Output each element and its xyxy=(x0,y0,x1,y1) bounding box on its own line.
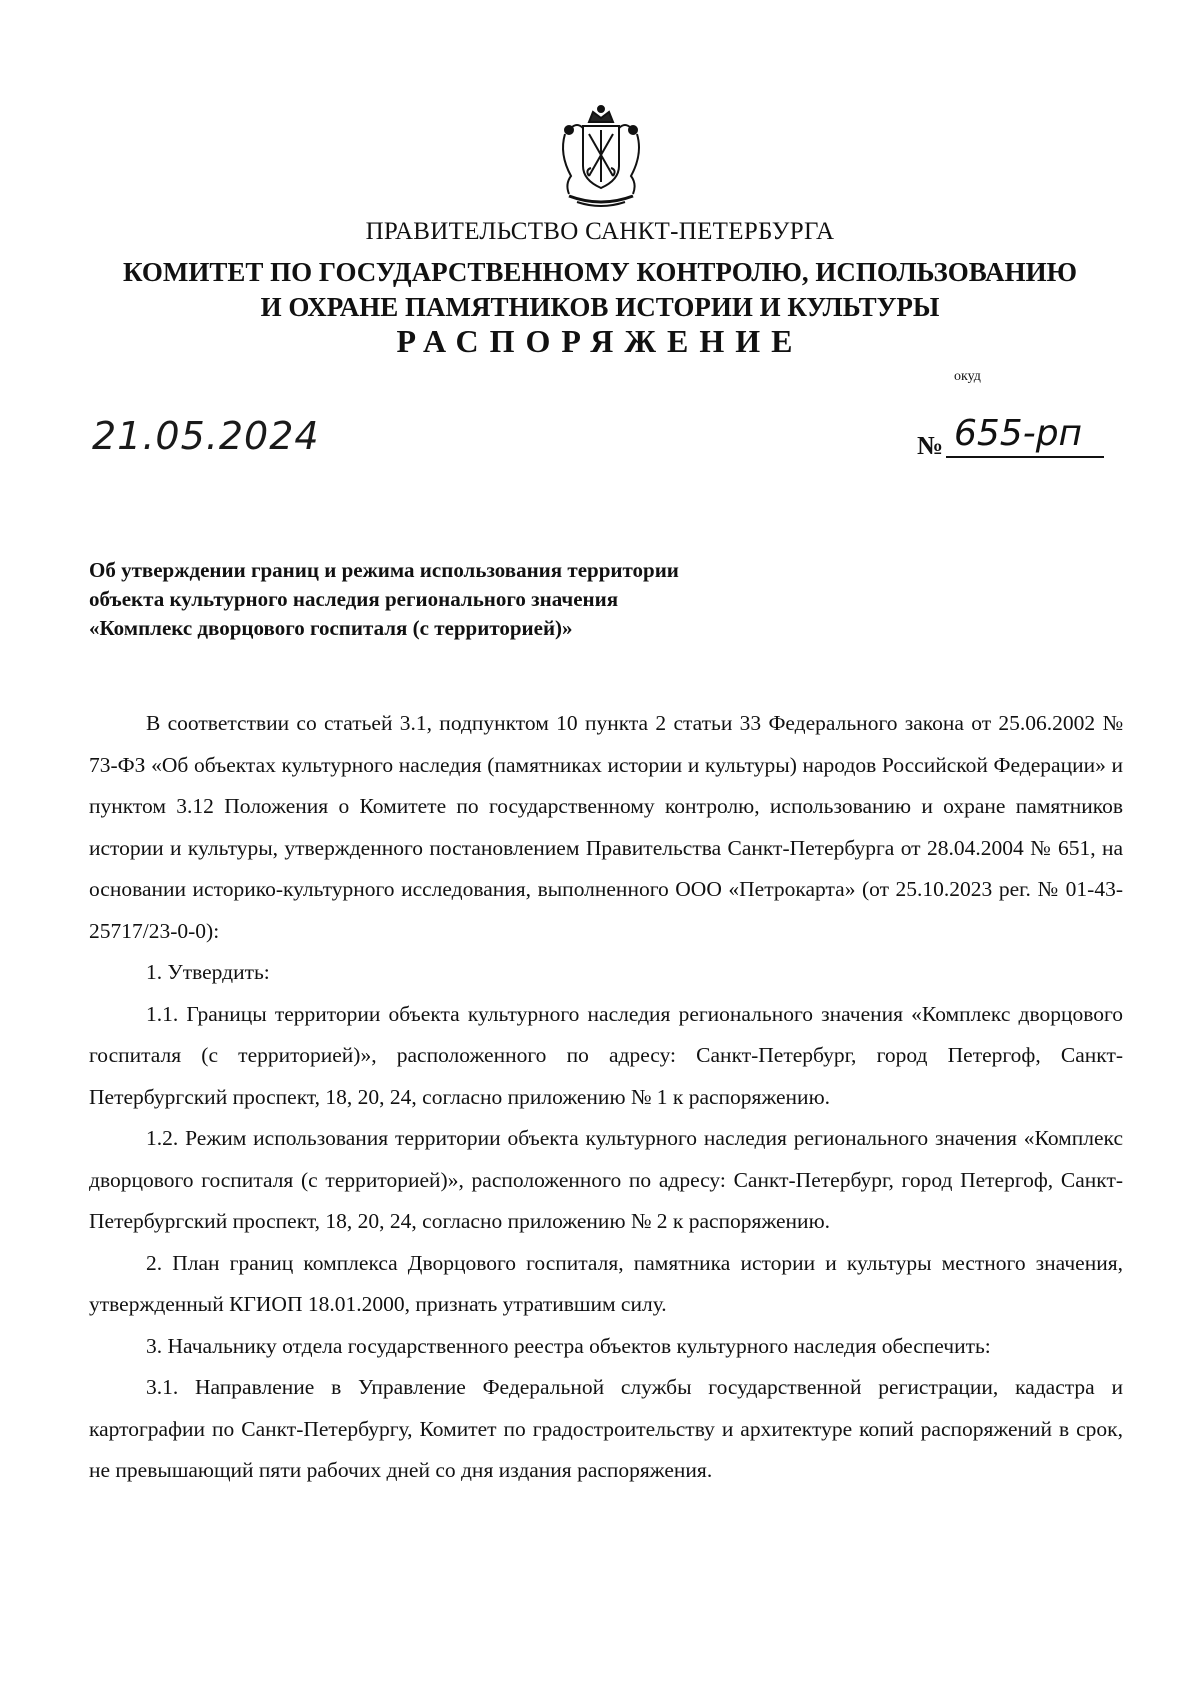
committee-name xyxy=(0,255,1200,325)
item-3-1: 3.1. Направление в Управление Федеральной службы государственной регистрации, кадастра и картографии по Санкт-Петербургу, Комитет по градостроительству и архитектуре копий распоряжений в срок, не превышающий пяти рабочих дней со дня издания распоряжения. xyxy=(89,1375,1123,1482)
document-type: РАСПОРЯЖЕНИЕ xyxy=(396,323,804,359)
item-2: 2. План границ комплекса Дворцового госпиталя, памятника истории и культуры местного значения, утвержденный КГИОП 18.01.2000, признать утратившим силу. xyxy=(89,1250,1123,1316)
document-subject xyxy=(89,556,849,643)
committee-name-line-1: КОМИТЕТ ПО ГОСУДАРСТВЕННОМУ КОНТРОЛЮ, ИСПОЛЬЗОВАНИЮ xyxy=(123,257,1077,287)
subject-line-2: объекта культурного наследия регионального значения xyxy=(89,587,619,611)
government-name: ПРАВИТЕЛЬСТВО САНКТ-ПЕТЕРБУРГА xyxy=(365,218,835,245)
document-date: 21.05.2024 xyxy=(92,414,320,458)
committee-name-line-2: И ОХРАНЕ ПАМЯТНИКОВ ИСТОРИИ И КУЛЬТУРЫ xyxy=(260,292,940,322)
item-1-1: 1.1. Границы территории объекта культурного наследия регионального значения «Комплекс дворцового госпиталя (с территорией)», расположенного по адресу: Санкт-Петербург, город Петергоф, Санкт-Петербургский проспект, 18, 20, 24, согласно приложению № 1 к распоряжению. xyxy=(89,1001,1123,1109)
item-1: 1. Утвердить: xyxy=(146,960,270,984)
saint-petersburg-coat-of-arms-icon xyxy=(555,104,647,210)
document-body xyxy=(89,703,1123,1492)
item-3: 3. Начальнику отдела государственного реестра объектов культурного наследия обеспечить: xyxy=(146,1333,991,1358)
item-1-2: 1.2. Режим использования территории объекта культурного наследия регионального значения «Комплекс дворцового госпиталя (с территорией)», расположенного по адресу: Санкт-Петербург, город Петергоф, Санкт-Петербургский проспект, 18, 20, 24, согласно приложению № 2 к распоряжению. xyxy=(89,1126,1123,1233)
preamble-paragraph: В соответствии со статьей 3.1, подпунктом 10 пункта 2 статьи 33 Федерального закона от 25.06.2002 № 73-ФЗ «Об объектах культурного наследия (памятниках истории и культуры) народов Российской Федерации» и пунктом 3.12 Положения о Комитете по государственному контролю, использованию и охране памятников истории и культуры, утвержденного постановлением Правительства Санкт-Петербурга от 28.04.2004 № 651, на основании историко-культурного исследования, выполненного ООО «Петрокарта» (от 25.10.2023 рег. № 01-43-25717/23-0-0): xyxy=(89,711,1123,943)
okud-label: окуд xyxy=(954,369,981,384)
document-number: 655-рп xyxy=(946,412,1104,458)
subject-line-3: «Комплекс дворцового госпиталя (с территорией)» xyxy=(89,616,573,640)
subject-line-1: Об утверждении границ и режима использования территории xyxy=(89,558,679,582)
number-sign: № xyxy=(917,431,944,460)
